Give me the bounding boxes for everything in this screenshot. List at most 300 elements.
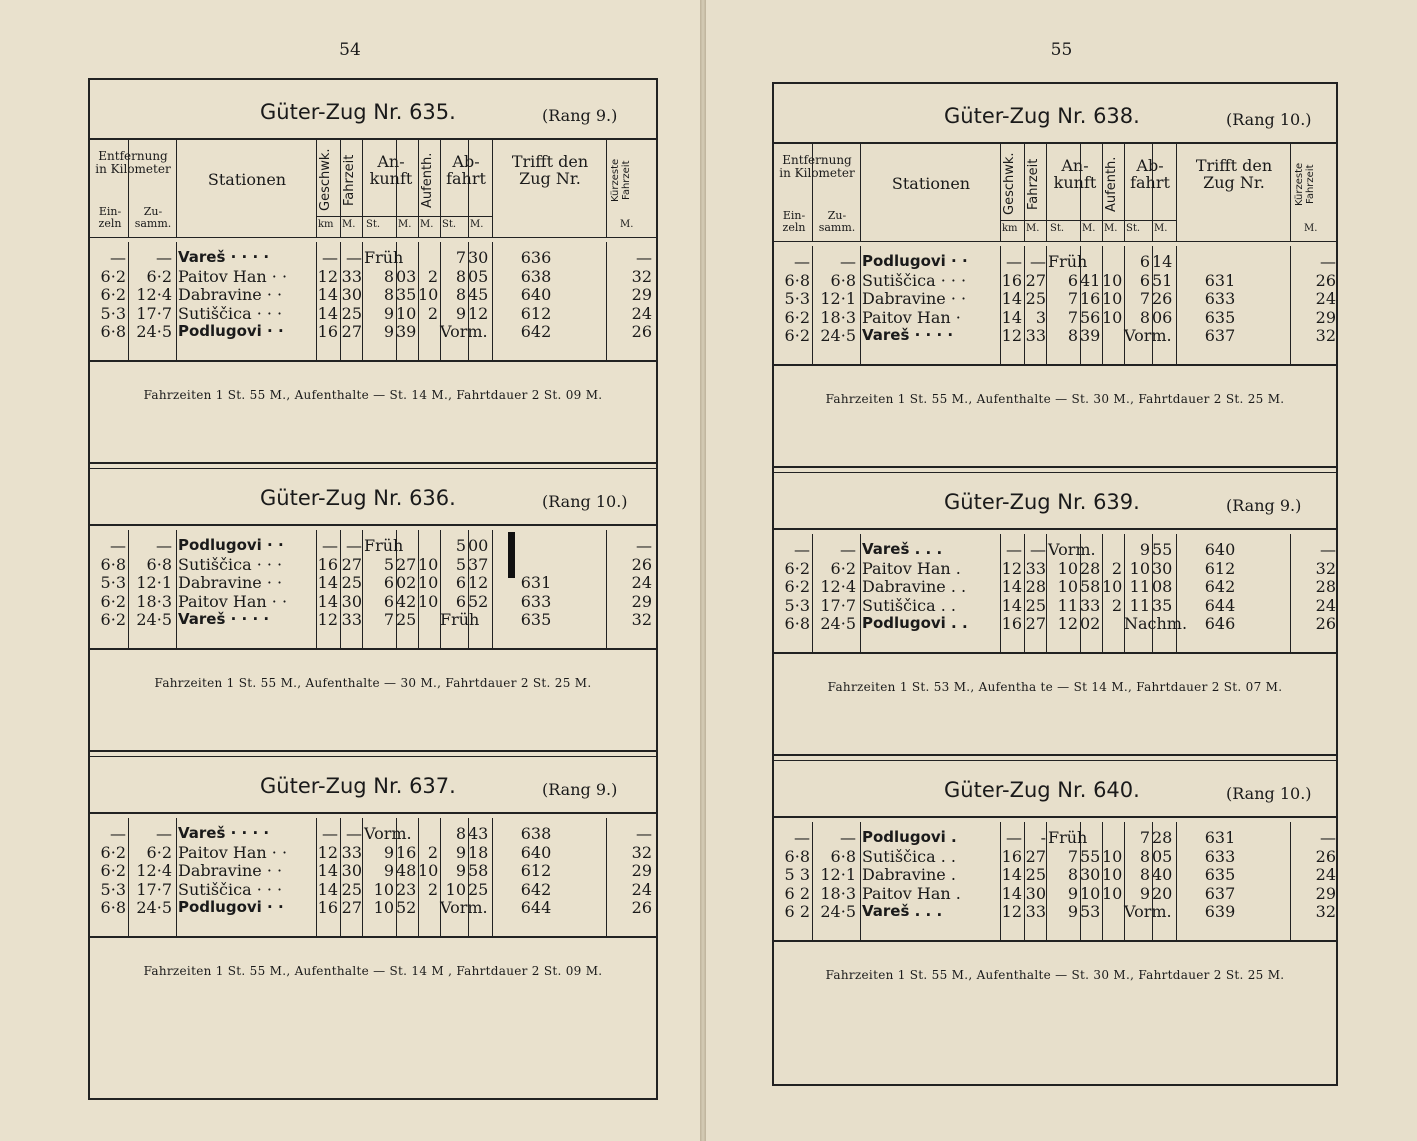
cell-an-m: 02 <box>1080 614 1101 633</box>
column-rule <box>176 140 177 237</box>
cell-ab-st: 9 <box>1139 540 1150 559</box>
cell-station: Podlugovi · · <box>862 252 968 270</box>
cell-station: Podlugovi . . <box>862 614 968 632</box>
column-rule <box>316 140 317 237</box>
cell-trifft: 642 <box>520 322 552 341</box>
unit-label: St. <box>1050 223 1065 234</box>
cell-an-st: 10 <box>1057 577 1078 596</box>
cell-an-m: 10 <box>396 303 417 323</box>
cell-g: 16 <box>317 554 338 574</box>
ankunft-header: An-kunft <box>369 152 413 188</box>
cell-an-st: Früh <box>1048 828 1088 847</box>
cell-station: Vareš . . . <box>862 540 943 558</box>
table-row <box>774 596 1336 615</box>
cell-kurz: 24 <box>631 303 652 323</box>
table-row <box>90 267 656 286</box>
table-row <box>90 248 656 267</box>
cell-auf: 10 <box>1102 577 1123 596</box>
table-rule <box>774 940 1336 942</box>
table-row <box>774 308 1336 327</box>
cell-station: Podlugovi . <box>862 828 957 846</box>
cell-zus: — <box>156 824 172 843</box>
table-row <box>774 289 1336 308</box>
cell-g: 14 <box>1001 307 1022 327</box>
timetable-rows <box>774 534 1336 652</box>
table-rule <box>90 524 656 526</box>
cell-g: 14 <box>1001 289 1022 308</box>
unit-label: St. <box>1126 223 1141 234</box>
cell-kurz: 24 <box>631 879 652 899</box>
cell-einz: 6·8 <box>100 898 126 917</box>
cell-station: Podlugovi · · <box>178 322 284 340</box>
cell-an-st: 6 <box>1067 270 1078 290</box>
cell-ab-st: 6 <box>455 591 466 611</box>
cell-station: Sutiščica · · · <box>178 879 283 899</box>
cell-station: Dabravine · · <box>178 573 283 592</box>
cell-f: 25 <box>341 303 362 323</box>
cell-auf: 10 <box>418 573 439 592</box>
cell-trifft: 642 <box>1204 577 1236 596</box>
cell-g: — <box>1006 252 1022 271</box>
column-rule <box>1024 144 1025 241</box>
cell-f: 33 <box>341 842 362 862</box>
cell-g: 12 <box>317 610 338 629</box>
cell-ab-m: 55 <box>1152 540 1173 559</box>
cell-an-st: 8 <box>383 285 394 304</box>
train-title-bar <box>90 480 656 520</box>
cell-einz: 6 2 <box>784 902 810 921</box>
train-footer: Fahrzeiten 1 St. 55 M., Aufenthalte — St. 14 M , Fahrtdauer 2 St. 09 M. <box>143 964 603 978</box>
cell-station: Paitov Han · · <box>178 266 288 286</box>
table-row <box>774 559 1336 578</box>
cell-zus: 6·8 <box>830 846 856 866</box>
cell-g: 14 <box>1001 577 1022 596</box>
unit-label: M. <box>620 219 634 230</box>
cell-an-m: 53 <box>1080 902 1101 921</box>
table-rule <box>774 652 1336 654</box>
cell-f: 30 <box>341 285 362 304</box>
cell-ab-st: 10 <box>1129 558 1150 578</box>
cell-ab-m: 52 <box>468 591 489 611</box>
cell-f: 27 <box>1025 270 1046 290</box>
cell-g: 14 <box>1001 883 1022 903</box>
unit-label: M. <box>1104 223 1118 234</box>
cell-zus: 17·7 <box>820 595 856 615</box>
cell-zus: 6·8 <box>146 554 172 574</box>
unit-rule <box>1000 220 1176 221</box>
cell-auf: 2 <box>427 303 438 323</box>
cell-trifft: 612 <box>520 861 552 880</box>
table-row <box>90 592 656 611</box>
cell-kurz: 24 <box>631 573 652 592</box>
cell-kurz: — <box>636 824 652 843</box>
cell-trifft: 631 <box>1204 828 1236 847</box>
cell-g: — <box>322 824 338 843</box>
cell-an-st: 8 <box>383 266 394 286</box>
cell-an-st: 9 <box>1067 883 1078 903</box>
cell-kurz: — <box>1320 540 1336 559</box>
cell-kurz: 24 <box>1315 289 1336 308</box>
cell-ab-st: 8 <box>455 266 466 286</box>
cell-an-st: 8 <box>1067 865 1078 884</box>
zusamm-header: Zu-samm. <box>818 209 856 234</box>
cell-einz: 6·2 <box>100 610 126 629</box>
cell-kurz: — <box>636 536 652 555</box>
page-55 <box>706 0 1417 1141</box>
cell-auf: 10 <box>1102 865 1123 884</box>
cell-ab-st: Nachm. <box>1124 614 1188 633</box>
cell-ab-st: 8 <box>1139 846 1150 866</box>
train-rang: (Rang 9.) <box>1226 496 1302 515</box>
cell-trifft: 640 <box>1204 540 1236 559</box>
cell-ab-st: Vorm. <box>440 322 488 341</box>
table-row <box>90 573 656 592</box>
cell-f: 27 <box>341 554 362 574</box>
cell-kurz: 29 <box>1315 307 1336 327</box>
cell-g: 14 <box>317 303 338 323</box>
unit-label: M. <box>1026 223 1040 234</box>
cell-g: 12 <box>1001 902 1022 921</box>
cell-ab-st: 8 <box>455 285 466 304</box>
cell-f: 25 <box>1025 595 1046 615</box>
cell-ab-m: 45 <box>468 285 489 304</box>
cell-an-st: 9 <box>383 861 394 880</box>
cell-an-m: 02 <box>396 573 417 592</box>
cell-ab-m: 12 <box>468 303 489 323</box>
cell-kurz: 29 <box>631 591 652 611</box>
cell-ab-st: 9 <box>1139 883 1150 903</box>
cell-zus: 24·5 <box>820 902 856 921</box>
cell-ab-m: 08 <box>1152 577 1173 596</box>
printed-bar-mark <box>508 532 515 578</box>
cell-station: Vareš · · · · <box>178 824 270 842</box>
cell-an-m: 03 <box>396 266 417 286</box>
cell-einz: 6·2 <box>100 842 126 862</box>
table-row <box>90 898 656 917</box>
cell-kurz: — <box>1320 828 1336 847</box>
cell-kurz: 26 <box>631 898 652 917</box>
cell-einz: 5·3 <box>100 879 126 899</box>
cell-an-m: 16 <box>1080 289 1101 308</box>
unit-label: M. <box>470 219 484 230</box>
cell-zus: — <box>840 252 856 271</box>
cell-g: 16 <box>1001 614 1022 633</box>
cell-einz: 6·2 <box>100 591 126 611</box>
table-rule <box>90 812 656 814</box>
column-rule <box>492 140 493 237</box>
cell-zus: 12·1 <box>136 573 172 592</box>
cell-g: 16 <box>1001 846 1022 866</box>
cell-einz: — <box>794 828 810 847</box>
cell-an-m: 58 <box>1080 577 1101 596</box>
train-title: Güter-Zug Nr. 637. <box>260 774 456 798</box>
cell-an-st: 10 <box>373 879 394 899</box>
page-number: 54 <box>339 40 361 60</box>
cell-kurz: 32 <box>1315 326 1336 345</box>
table-row <box>774 865 1336 884</box>
cell-ab-m: 40 <box>1152 865 1173 884</box>
train-rang: (Rang 10.) <box>542 492 628 511</box>
cell-zus: 6·2 <box>146 266 172 286</box>
cell-g: 16 <box>317 898 338 917</box>
cell-auf: 10 <box>1102 846 1123 866</box>
cell-einz: 6·8 <box>784 270 810 290</box>
table-row <box>90 555 656 574</box>
cell-ab-m: 26 <box>1152 289 1173 308</box>
cell-ab-st: 8 <box>1139 307 1150 327</box>
cell-f: 27 <box>1025 614 1046 633</box>
table-row <box>774 577 1336 596</box>
cell-ab-st: Vorm. <box>1124 902 1172 921</box>
cell-station: Podlugovi · · <box>178 536 284 554</box>
cell-station: Dabravine · · <box>178 285 283 304</box>
cell-kurz: 26 <box>1315 846 1336 866</box>
cell-station: Sutiščica · · · <box>178 303 283 323</box>
train-title-bar <box>774 484 1336 524</box>
unit-label: M. <box>1304 223 1318 234</box>
cell-an-st: 7 <box>383 610 394 629</box>
cell-f: 33 <box>1025 326 1046 345</box>
cell-an-m: 30 <box>1080 865 1101 884</box>
cell-station: Sutiščica . . <box>862 595 956 615</box>
train-title-bar <box>774 98 1336 138</box>
table-row <box>90 610 656 629</box>
cell-station: Dabravine · · <box>862 289 967 308</box>
abfahrt-header: Ab-fahrt <box>1130 156 1170 192</box>
einzeln-header: Ein-zeln <box>782 209 806 234</box>
cell-ab-st: 7 <box>1139 289 1150 308</box>
cell-trifft: 638 <box>520 266 552 286</box>
cell-trifft: 612 <box>1204 558 1236 578</box>
cell-f: 27 <box>1025 846 1046 866</box>
cell-kurz: 29 <box>631 285 652 304</box>
cell-an-m: 42 <box>396 591 417 611</box>
cell-zus: 12·1 <box>820 289 856 308</box>
train-title-bar <box>90 768 656 808</box>
section-separator <box>774 754 1336 761</box>
table-rule <box>774 528 1336 530</box>
kuerzeste-header: Kürzeste Fahrzeit <box>1294 162 1316 206</box>
cell-an-st: 6 <box>383 573 394 592</box>
cell-auf: 2 <box>427 266 438 286</box>
distance-header: Entfernung in Kilometer <box>95 149 171 176</box>
train-footer: Fahrzeiten 1 St. 53 M., Aufentha te — St 14 M., Fahrtdauer 2 St. 07 M. <box>827 680 1283 694</box>
train-rang: (Rang 9.) <box>542 780 618 799</box>
train-title: Güter-Zug Nr. 636. <box>260 486 456 510</box>
cell-an-m: 28 <box>1080 558 1101 578</box>
cell-an-m: 48 <box>396 861 417 880</box>
distance-header: Entfernung in Kilometer <box>779 153 855 180</box>
table-row <box>90 322 656 341</box>
kuerzeste-header: Kürzeste Fahrzeit <box>610 158 632 202</box>
cell-einz: 6·2 <box>784 307 810 327</box>
cell-ab-m: 58 <box>468 861 489 880</box>
column-rule <box>1102 144 1103 241</box>
cell-g: 14 <box>317 879 338 899</box>
cell-g: 14 <box>317 573 338 592</box>
cell-station: Dabravine . <box>862 865 956 884</box>
cell-einz: 5·3 <box>784 289 810 308</box>
cell-f: 25 <box>1025 289 1046 308</box>
cell-an-st: 8 <box>1067 326 1078 345</box>
unit-label: M. <box>420 219 434 230</box>
cell-ab-st: 11 <box>1129 595 1150 615</box>
cell-zus: 18·3 <box>136 591 172 611</box>
cell-f: — <box>346 536 362 555</box>
table-row <box>90 880 656 899</box>
cell-ab-m: 37 <box>468 554 489 574</box>
cell-an-m: 55 <box>1080 846 1101 866</box>
cell-trifft: 635 <box>1204 307 1236 327</box>
cell-ab-m: 14 <box>1152 252 1173 271</box>
cell-einz: 5·3 <box>100 573 126 592</box>
cell-an-st: 6 <box>383 591 394 611</box>
timetable-frame <box>88 78 658 1100</box>
cell-kurz: 32 <box>631 266 652 286</box>
geschw-header: Geschwk. <box>318 148 333 212</box>
section-separator <box>90 462 656 469</box>
cell-ab-st: Vorm. <box>440 898 488 917</box>
cell-station: Paitov Han · · <box>178 842 288 862</box>
cell-ab-m: 00 <box>468 536 489 555</box>
cell-trifft: 644 <box>1204 595 1236 615</box>
cell-an-st: 9 <box>1067 902 1078 921</box>
cell-an-st: 12 <box>1057 614 1078 633</box>
cell-ab-st: 9 <box>455 842 466 862</box>
cell-zus: 24·5 <box>820 326 856 345</box>
train-title: Güter-Zug Nr. 640. <box>944 778 1140 802</box>
cell-an-m: 23 <box>396 879 417 899</box>
cell-station: Sutiščica . . <box>862 846 956 866</box>
cell-an-st: Früh <box>364 248 404 267</box>
cell-station: Paitov Han · <box>862 307 961 327</box>
cell-einz: 6·8 <box>100 322 126 341</box>
unit-label: St. <box>366 219 381 230</box>
cell-station: Dabravine . . <box>862 577 967 596</box>
trifft-header: Trifft den Zug Nr. <box>511 152 589 188</box>
cell-f: — <box>1030 252 1046 271</box>
train-footer: Fahrzeiten 1 St. 55 M., Aufenthalte — St. 30 M., Fahrtdauer 2 St. 25 M. <box>825 392 1285 406</box>
cell-kurz: 32 <box>631 610 652 629</box>
timetable-rows <box>90 242 656 360</box>
cell-trifft: 644 <box>520 898 552 917</box>
cell-zus: 6·2 <box>830 558 856 578</box>
cell-an-m: 56 <box>1080 307 1101 327</box>
cell-g: 12 <box>1001 326 1022 345</box>
table-row <box>90 824 656 843</box>
train-footer: Fahrzeiten 1 St. 55 M., Aufenthalte — St. 30 M., Fahrtdauer 2 St. 25 M. <box>825 968 1285 982</box>
cell-f: 30 <box>1025 883 1046 903</box>
trifft-header: Trifft den Zug Nr. <box>1195 156 1273 192</box>
table-row <box>774 884 1336 903</box>
cell-ab-st: 6 <box>455 573 466 592</box>
table-row <box>90 536 656 555</box>
cell-kurz: 26 <box>631 554 652 574</box>
table-row <box>774 271 1336 290</box>
cell-g: 12 <box>317 842 338 862</box>
cell-ab-m: 35 <box>1152 595 1173 615</box>
cell-trifft: 631 <box>1204 270 1236 290</box>
cell-zus: 12·4 <box>136 861 172 880</box>
timetable-rows <box>774 246 1336 364</box>
cell-f: 33 <box>1025 902 1046 921</box>
cell-ab-m: 30 <box>1152 558 1173 578</box>
cell-zus: 24·5 <box>136 322 172 341</box>
cell-an-m: 39 <box>1080 326 1101 345</box>
cell-zus: 24·5 <box>820 614 856 633</box>
cell-g: — <box>322 248 338 267</box>
cell-zus: 12·1 <box>820 865 856 884</box>
cell-auf: 10 <box>418 554 439 574</box>
cell-ab-m: 05 <box>1152 846 1173 866</box>
unit-label: km <box>318 219 334 230</box>
unit-label: km <box>1002 223 1018 234</box>
table-row <box>774 614 1336 633</box>
cell-an-st: 9 <box>383 322 394 341</box>
cell-trifft: 635 <box>1204 865 1236 884</box>
cell-g: 12 <box>317 266 338 286</box>
cell-an-m: 10 <box>1080 883 1101 903</box>
cell-ab-st: 9 <box>455 303 466 323</box>
cell-f: 33 <box>1025 558 1046 578</box>
cell-zus: — <box>156 248 172 267</box>
train-title: Güter-Zug Nr. 635. <box>260 100 456 124</box>
cell-g: 14 <box>1001 595 1022 615</box>
cell-ab-st: 5 <box>455 554 466 574</box>
train-title: Güter-Zug Nr. 639. <box>944 490 1140 514</box>
cell-an-st: 5 <box>383 554 394 574</box>
column-header <box>774 142 1336 242</box>
cell-f: 25 <box>341 573 362 592</box>
cell-station: Vareš · · · · <box>862 326 954 344</box>
cell-f: 3 <box>1035 307 1046 327</box>
cell-ab-m: 51 <box>1152 270 1173 290</box>
cell-kurz: 29 <box>631 861 652 880</box>
cell-an-m: 25 <box>396 610 417 629</box>
cell-an-st: Vorm. <box>1048 540 1096 559</box>
abfahrt-header: Ab-fahrt <box>446 152 486 188</box>
cell-zus: 17·7 <box>136 303 172 323</box>
column-header <box>90 138 656 238</box>
train-title: Güter-Zug Nr. 638. <box>944 104 1140 128</box>
cell-ab-st: 6 <box>1139 270 1150 290</box>
cell-g: — <box>1006 828 1022 847</box>
cell-trifft: 638 <box>520 824 552 843</box>
cell-trifft: 633 <box>1204 846 1236 866</box>
cell-auf: 2 <box>427 879 438 899</box>
cell-kurz: 32 <box>1315 902 1336 921</box>
cell-einz: 6·2 <box>784 326 810 345</box>
cell-ab-m: 12 <box>468 573 489 592</box>
cell-ab-st: 5 <box>455 536 466 555</box>
cell-ab-m: 25 <box>468 879 489 899</box>
cell-trifft: 612 <box>520 303 552 323</box>
cell-station: Paitov Han . <box>862 883 961 903</box>
cell-einz: 6·8 <box>784 614 810 633</box>
cell-einz: 6·2 <box>100 266 126 286</box>
cell-an-m: 52 <box>396 898 417 917</box>
cell-kurz: — <box>1320 252 1336 271</box>
train-title-bar <box>90 94 656 134</box>
cell-f: 28 <box>1025 577 1046 596</box>
cell-f: 27 <box>341 322 362 341</box>
cell-an-st: 9 <box>383 842 394 862</box>
cell-zus: 18·3 <box>820 307 856 327</box>
cell-ab-st: 8 <box>1139 865 1150 884</box>
cell-kurz: 24 <box>1315 865 1336 884</box>
cell-an-st: Früh <box>364 536 404 555</box>
cell-g: — <box>1006 540 1022 559</box>
